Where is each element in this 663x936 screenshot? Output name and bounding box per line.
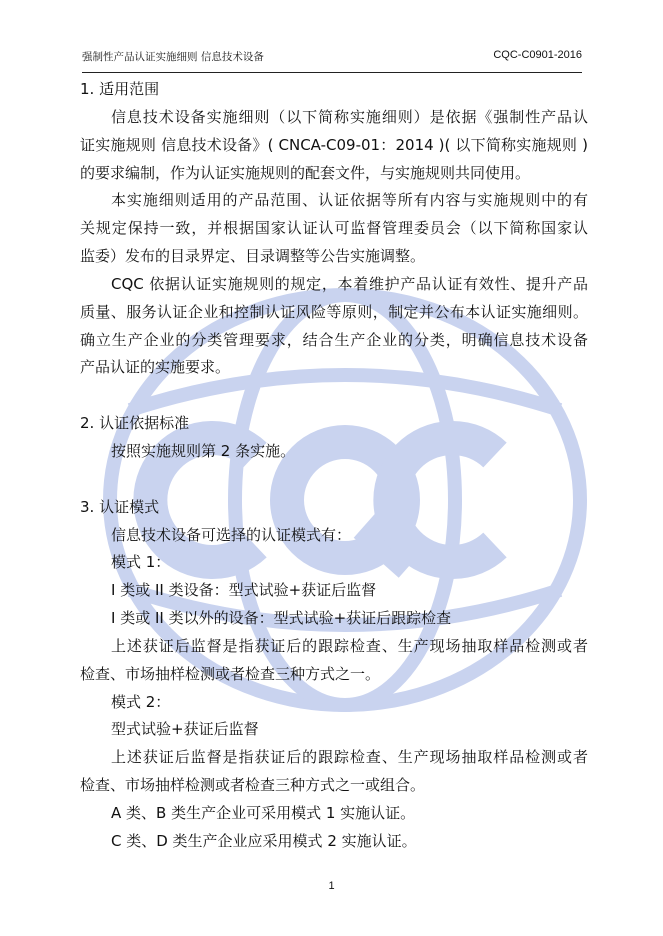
text-line: 证实施规则 信息技术设备》( CNCA-C09-01：2014 )( 以下简称实施规则 ) [80,135,588,154]
text-line: 关规定保持一致，并根据国家认证认可监督管理委员会（以下简称国家认 [80,219,588,238]
text-line: 2. 认证依据标准 [80,414,190,433]
header-rule [82,72,582,73]
text-line: C 类、D 类生产企业应采用模式 2 实施认证。 [111,831,417,850]
text-line: 上述获证后监督是指获证后的跟踪检查、生产现场抽取样品检测或者 [111,636,588,655]
text-line: 的要求编制，作为认证实施规则的配套文件，与实施规则共同使用。 [80,163,531,182]
text-line: 信息技术设备实施细则（以下简称实施细则）是依据《强制性产品认 [111,107,588,126]
text-line: I 类或 II 类以外的设备：型式试验+获证后跟踪检查 [111,609,452,628]
text-line: 按照实施规则第 2 条实施。 [111,441,296,460]
page-number: 1 [328,880,335,892]
text-line: 模式 1： [111,553,171,572]
text-line: 确立生产企业的分类管理要求，结合生产企业的分类，明确信息技术设备 [80,330,588,349]
text-line: 检查、市场抽样检测或者检查三种方式之一或组合。 [80,776,426,795]
blank-line [80,382,588,410]
text-line: A 类、B 类生产企业可采用模式 1 实施认证。 [111,803,416,822]
text-line: 检查、市场抽样检测或者检查三种方式之一。 [80,664,381,683]
text-line: 质量、服务认证企业和控制认证风险等原则，制定并公布本认证实施细则。 [80,302,588,321]
text-line: 监委）发布的目录界定、目录调整等公告实施调整。 [80,247,426,266]
text-line: CQC 依据认证实施规则的规定，本着维护产品认证有效性、提升产品 [111,274,588,293]
text-line: 1. 适用范围 [80,80,160,98]
text-line: 模式 2： [111,692,171,711]
header-doc-code: CQC-C0901-2016 [493,49,582,61]
text-line: 3. 认证模式 [80,497,160,516]
text-line: 型式试验+获证后监督 [111,720,259,739]
header-title: 强制性产品认证实施细则 信息技术设备 [82,51,264,63]
text-line: 信息技术设备可选择的认证模式有： [111,525,352,544]
blank-line [80,466,588,494]
page-header [82,49,582,64]
text-line: 产品认证的实施要求。 [80,358,231,377]
document-body [80,76,588,856]
text-line: 上述获证后监督是指获证后的跟踪检查、生产现场抽取样品检测或者 [111,748,588,767]
text-line: I 类或 II 类设备：型式试验+获证后监督 [111,581,377,600]
text-line: 本实施细则适用的产品范围、认证依据等所有内容与实施规则中的有 [111,191,588,210]
